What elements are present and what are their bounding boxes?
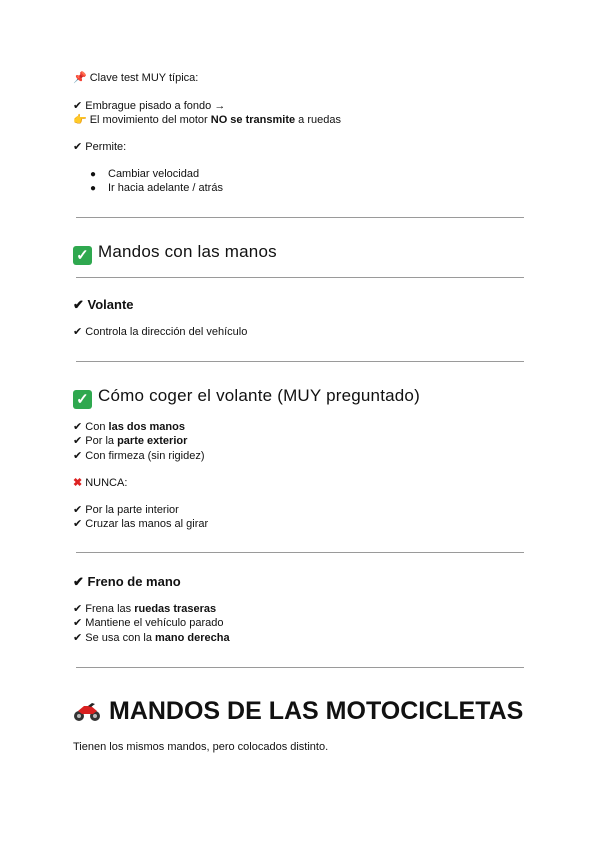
check-mark-icon: ✔ (73, 435, 83, 447)
motor-text-c: a ruedas (295, 114, 341, 126)
coger-text-bold: parte exterior (117, 435, 188, 447)
freno-line-2 (73, 616, 224, 630)
section-heading-text: Mandos con las manos (98, 242, 277, 261)
motor-line (73, 113, 341, 127)
coger-text-a: Por la (85, 435, 118, 447)
green-check-box-icon: ✓ (73, 390, 92, 409)
check-mark-icon: ✔ (73, 326, 83, 338)
motorcycle-icon (73, 700, 101, 722)
freno-text-a: Frena las (85, 603, 135, 615)
main-heading-motocicletas (73, 696, 523, 726)
coger-line-3 (73, 449, 204, 463)
divider (76, 667, 524, 668)
check-mark-icon: ✔ (73, 450, 83, 462)
freno-line-1 (73, 602, 216, 616)
check-mark-icon: ✔ (73, 504, 83, 516)
coger-text-a: Con (85, 421, 109, 433)
moto-desc-text: Tienen los mismos mandos, pero colocados distinto. (73, 741, 329, 753)
freno-text-bold: mano derecha (155, 632, 230, 644)
coger-line-1 (73, 420, 185, 434)
subheading-freno (73, 574, 181, 590)
divider (76, 552, 524, 553)
coger-text: Con firmeza (sin rigidez) (85, 450, 205, 462)
bullet-icon: ● (90, 169, 97, 180)
nunca-line-2 (73, 517, 208, 531)
clutch-text: Embrague pisado a fondo → (85, 100, 226, 112)
check-mark-icon: ✔ (73, 421, 83, 433)
pushpin-icon: 📌 (73, 72, 87, 84)
section-heading-coger (73, 385, 420, 409)
check-mark-icon: ✔ (73, 297, 84, 312)
nunca-item-text: Por la parte interior (85, 504, 179, 516)
nunca-line-1 (73, 503, 179, 517)
moto-desc-line (73, 740, 328, 754)
motor-text-bold: NO se transmite (210, 114, 296, 126)
nunca-line (73, 476, 127, 490)
green-check-box-icon: ✓ (73, 246, 92, 265)
section-heading-text: Cómo coger el volante (MUY preguntado) (98, 386, 420, 405)
subheading-text: Freno de mano (87, 574, 181, 589)
red-cross-icon: ✖ (73, 477, 83, 489)
check-mark-icon: ✔ (73, 518, 83, 530)
coger-text-bold: las dos manos (108, 421, 185, 433)
note-line (73, 71, 198, 85)
note-text: Clave test MUY típica: (89, 72, 199, 84)
check-mark-icon: ✔ (73, 617, 83, 629)
list-item (90, 167, 199, 182)
coger-line-2 (73, 434, 187, 448)
list-item (90, 181, 223, 196)
clutch-line (73, 99, 225, 113)
divider (76, 217, 524, 218)
volante-desc-text: Controla la dirección del vehículo (85, 326, 248, 338)
list-item-text: Cambiar velocidad (108, 168, 200, 180)
main-heading-text: MANDOS DE LAS MOTOCICLETAS (109, 697, 524, 725)
check-mark-icon: ✔ (73, 574, 84, 589)
check-mark-icon: ✔ (73, 141, 83, 153)
divider (76, 277, 524, 278)
nunca-text: NUNCA: (85, 477, 128, 489)
check-mark-icon: ✔ (73, 100, 83, 112)
bullet-icon: ● (90, 183, 97, 194)
freno-text-a: Se usa con la (85, 632, 155, 644)
volante-desc-line (73, 325, 247, 339)
subheading-text: Volante (87, 297, 134, 312)
subheading-volante (73, 297, 134, 313)
check-mark-icon: ✔ (73, 632, 83, 644)
freno-text: Mantiene el vehículo parado (85, 617, 224, 629)
list-item-text: Ir hacia adelante / atrás (108, 182, 223, 194)
check-mark-icon: ✔ (73, 603, 83, 615)
freno-line-3 (73, 631, 230, 645)
freno-text-bold: ruedas traseras (134, 603, 217, 615)
divider (76, 361, 524, 362)
permite-line (73, 140, 126, 154)
pointing-hand-icon: 👉 (73, 114, 87, 126)
section-heading-mandos (73, 241, 277, 265)
nunca-item-text: Cruzar las manos al girar (85, 518, 209, 530)
motor-text-a: El movimiento del motor (89, 114, 211, 126)
permite-text: Permite: (85, 141, 127, 153)
